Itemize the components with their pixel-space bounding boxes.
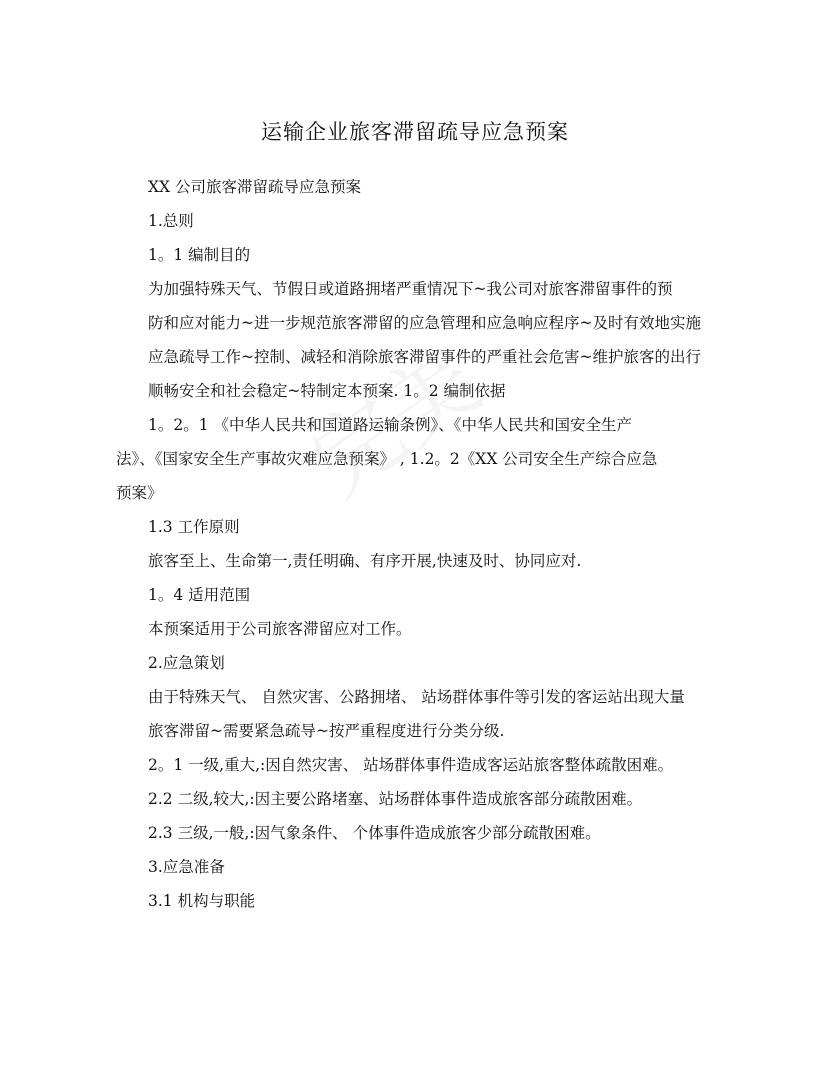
text-line: XX 公司旅客滞留疏导应急预案 — [148, 178, 361, 196]
text-line: 本预案适用于公司旅客滞留应对工作。 — [148, 620, 412, 638]
text-line: 2。1 一级,重大,:因自然灾害、 站场群体事件造成客运站旅客整体疏散困难。 — [148, 756, 674, 774]
section-heading: 1.总则 — [148, 212, 194, 230]
text-line: 应急疏导工作~控制、减轻和消除旅客滞留事件的严重社会危害~维护旅客的出行 — [148, 348, 701, 366]
section-heading: 2.应急策划 — [148, 654, 225, 672]
subsection-heading: 1。4 适用范围 — [148, 586, 251, 604]
text-line: 1。2。1 《中华人民共和国道路运输条例》、《中华人民共和国安全生产 — [148, 416, 633, 434]
document-body — [116, 170, 708, 918]
text-line: 旅客滞留~需要紧急疏导~按严重程度进行分类分级. — [148, 722, 505, 740]
text-line: 预案》 — [116, 484, 163, 502]
text-line: 由于特殊天气、 自然灾害、公路拥堵、 站场群体事件等引发的客运站出现大量 — [148, 688, 685, 706]
subsection-heading: 3.1 机构与职能 — [148, 892, 256, 910]
text-line: 防和应对能力~进一步规范旅客滞留的应急管理和应急响应程序~及时有效地实施 — [148, 314, 701, 332]
text-line: 顺畅安全和社会稳定~特制定本预案. 1。2 编制依据 — [148, 382, 506, 400]
text-line: 2.3 三级,一般,:因气象条件、 个体事件造成旅客少部分疏散困难。 — [148, 824, 601, 842]
text-line: 法》、《国家安全生产事故灾难应急预案》 , 1.2。2《XX 公司安全生产综合应急 — [116, 450, 658, 468]
text-line: 旅客至上、生命第一,责任明确、有序开展,快速及时、协同应对. — [148, 552, 582, 570]
subsection-heading: 1。1 编制目的 — [148, 246, 251, 264]
text-line: 2.2 二级,较大,:因主要公路堵塞、站场群体事件造成旅客部分疏散困难。 — [148, 790, 643, 808]
subsection-heading: 1.3 工作原则 — [148, 518, 240, 536]
section-heading: 3.应急准备 — [148, 858, 225, 876]
document-title: 运输企业旅客滞留疏导应急预案 — [261, 120, 569, 144]
text-line: 为加强特殊天气、节假日或道路拥堵严重情况下~我公司对旅客滞留事件的预 — [148, 280, 673, 298]
